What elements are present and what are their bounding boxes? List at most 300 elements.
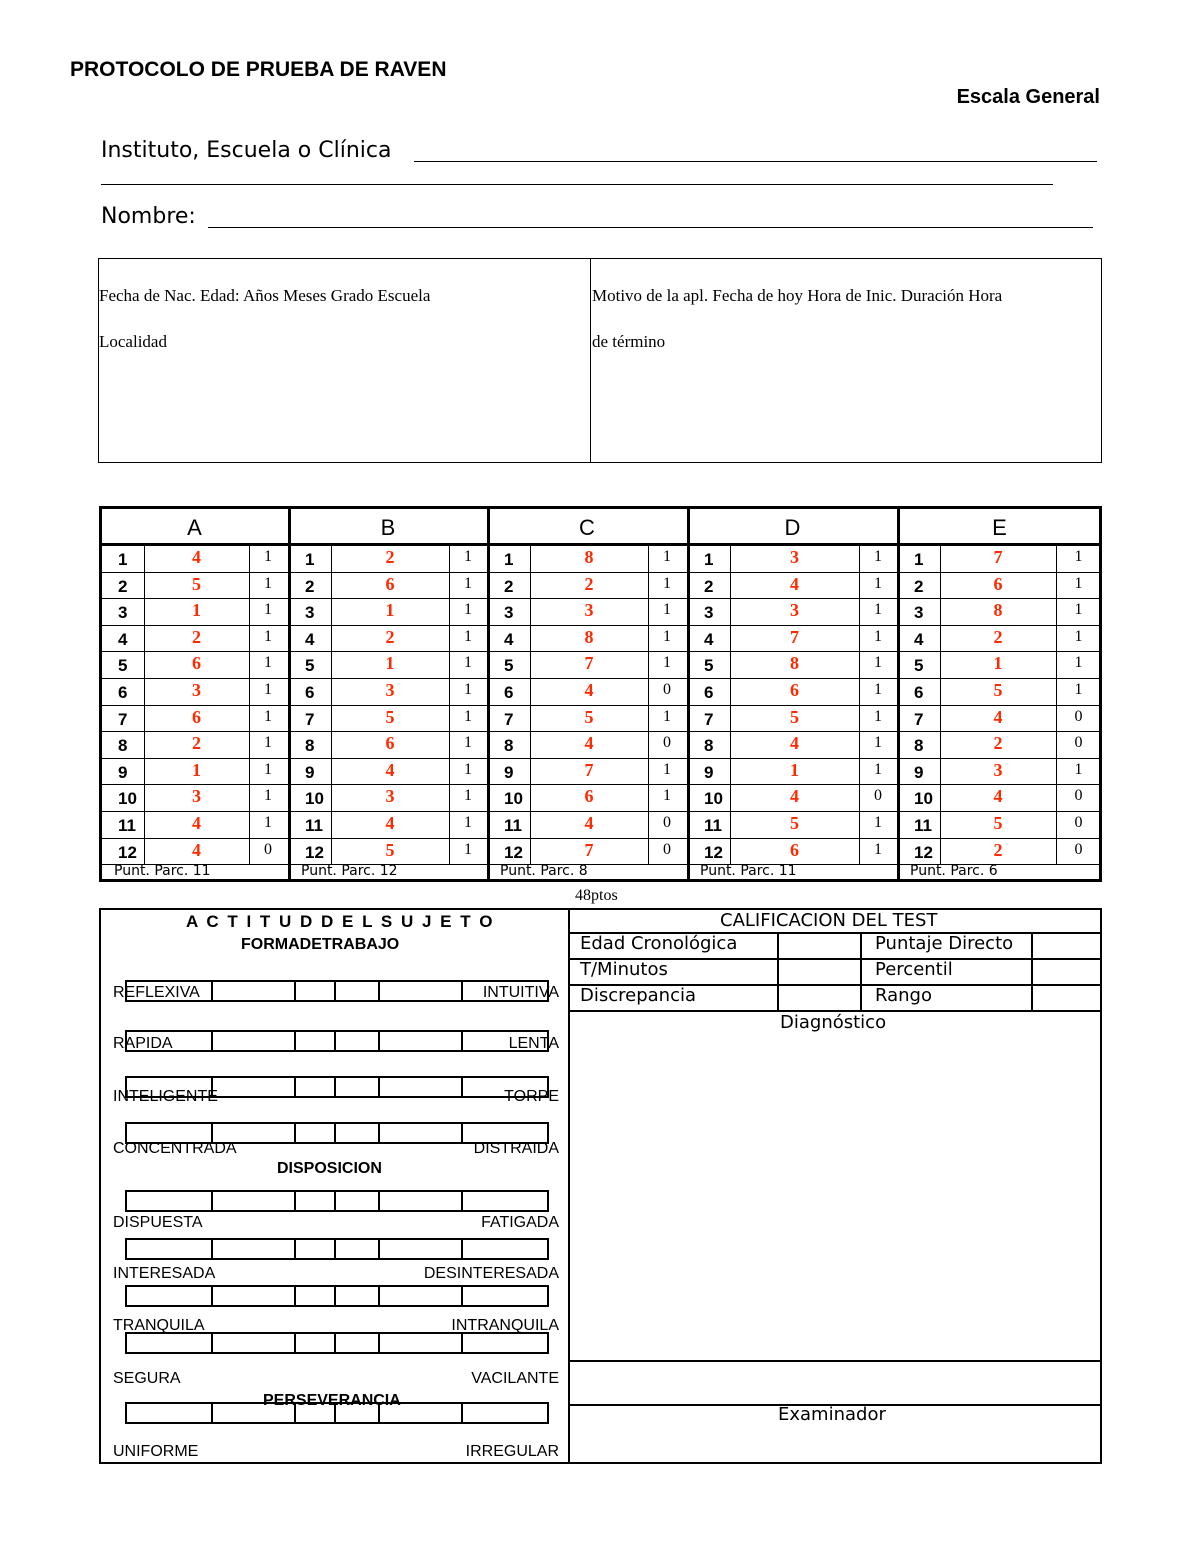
answer-cell[interactable]: 5 [385, 839, 395, 860]
item-number: 4 [305, 629, 315, 649]
answer-cell[interactable]: 4 [584, 813, 594, 833]
score-cell[interactable]: 1 [874, 707, 882, 725]
score-cell[interactable]: 0 [663, 840, 671, 858]
item-number: 9 [504, 762, 514, 782]
scale-divider [294, 982, 296, 1000]
info-divider [590, 259, 591, 462]
scale-divider [334, 1287, 336, 1305]
calc-label-range: Rango [875, 985, 932, 1006]
scale-divider [461, 1032, 463, 1050]
score-cell[interactable]: 0 [874, 787, 882, 805]
scale-divider [334, 1124, 336, 1142]
rating-scale-6[interactable] [125, 1285, 549, 1307]
score-cell[interactable]: 1 [874, 814, 882, 831]
item-number: 5 [305, 656, 315, 676]
score-cell[interactable]: 1 [464, 760, 472, 778]
info-box [98, 258, 1102, 463]
score-cell[interactable]: 1 [874, 627, 882, 645]
calificacion-title: CALIFICACION DEL TEST [720, 910, 938, 931]
item-number: 2 [704, 576, 714, 596]
score-cell[interactable]: 1 [874, 654, 882, 672]
score-cell[interactable]: 1 [264, 681, 272, 698]
trait-right-3: DISTRAIDA [473, 1140, 559, 1157]
row-line [102, 598, 1099, 599]
item-number: 12 [504, 842, 523, 862]
series-D-separator [687, 509, 690, 879]
info-right-line2: de término [592, 332, 666, 351]
scale-divider [334, 1078, 336, 1096]
row-line [102, 758, 1099, 759]
answer-cell[interactable]: 5 [192, 573, 201, 594]
item-number: 5 [118, 656, 128, 676]
score-cell[interactable]: 1 [1074, 760, 1083, 778]
calc-value-range[interactable] [1033, 984, 1103, 1010]
score-cell[interactable]: 1 [464, 840, 472, 858]
answer-cell[interactable]: 3 [385, 786, 395, 807]
item-number: 12 [704, 842, 723, 862]
answer-cell[interactable]: 7 [584, 839, 594, 860]
item-number: 2 [305, 576, 315, 596]
scale-divider [378, 1240, 380, 1258]
scale-divider [334, 982, 336, 1000]
answer-cell[interactable]: 8 [790, 653, 799, 674]
disposition-heading: DISPOSICION [277, 1160, 382, 1177]
trait-right-6: INTRANQUILA [451, 1317, 559, 1334]
item-number: 6 [704, 683, 714, 702]
score-cell[interactable]: 1 [874, 760, 882, 778]
answer-cell[interactable]: 7 [584, 759, 594, 780]
calc-label-discrepancy: Discrepancia [580, 985, 697, 1006]
row-line [102, 572, 1099, 573]
series-E-header: E [992, 515, 1007, 540]
series-E-partial-score: Punt. Parc. 6 [910, 863, 998, 879]
attitude-title: A C T I T U D D E L S U J E T O [186, 912, 495, 931]
item-number: 2 [504, 576, 514, 596]
item-number: 7 [118, 709, 128, 729]
item-number: 2 [118, 576, 128, 596]
scale-divider [294, 1124, 296, 1142]
answer-cell[interactable]: 7 [790, 626, 799, 647]
score-cell[interactable]: 1 [264, 574, 272, 592]
score-cell[interactable]: 1 [663, 548, 671, 565]
scale-divider [294, 1287, 296, 1305]
item-number: 12 [118, 842, 137, 862]
row-line [102, 651, 1099, 652]
item-number: 10 [305, 789, 324, 809]
item-number: 12 [305, 842, 324, 862]
calc-value-age[interactable] [779, 932, 862, 958]
item-number: 3 [704, 603, 714, 623]
item-number: 8 [704, 736, 714, 756]
bottom-section [99, 908, 1102, 1464]
score-cell[interactable]: 0 [1074, 734, 1083, 752]
row-line [102, 678, 1099, 679]
scale-divider [294, 1240, 296, 1258]
item-number: 6 [305, 683, 315, 702]
item-number: 10 [704, 789, 723, 809]
item-number: 3 [914, 603, 924, 623]
answer-cell[interactable]: 5 [790, 813, 799, 833]
scale-divider [378, 1124, 380, 1142]
scale-divider [294, 1334, 296, 1352]
answer-cell[interactable]: 6 [584, 786, 594, 807]
scale-divider [334, 1192, 336, 1210]
score-cell[interactable]: 0 [264, 840, 272, 858]
answer-cell[interactable]: 4 [385, 813, 395, 833]
score-cell[interactable]: 1 [1074, 654, 1083, 672]
score-cell[interactable]: 0 [1074, 707, 1083, 725]
scale-divider [334, 1334, 336, 1352]
answer-cell[interactable]: 4 [584, 733, 594, 754]
score-cell[interactable]: 1 [874, 734, 882, 752]
score-cell[interactable]: 0 [663, 814, 671, 831]
answer-cell[interactable]: 6 [790, 839, 799, 860]
answer-cell[interactable]: 3 [993, 759, 1003, 780]
scale-divider [461, 1404, 463, 1422]
item-number: 8 [504, 736, 514, 756]
score-cell[interactable]: 1 [464, 734, 472, 752]
answer-cell[interactable]: 5 [993, 813, 1003, 833]
trait-right-5: DESINTERESADA [423, 1265, 559, 1282]
answer-cell[interactable]: 2 [385, 547, 395, 567]
score-cell[interactable]: 1 [663, 601, 671, 619]
score-cell[interactable]: 0 [1074, 814, 1083, 831]
score-cell[interactable]: 1 [874, 681, 882, 698]
trait-left-0: REFLEXIVA [113, 984, 200, 1001]
item-number: 7 [914, 709, 924, 729]
row-line [102, 784, 1099, 785]
scale-divider [378, 1032, 380, 1050]
trait-right-0: INTUITIVA [482, 984, 559, 1001]
score-cell[interactable]: 1 [663, 574, 671, 592]
answer-cell[interactable]: 8 [584, 547, 594, 567]
row-line [102, 705, 1099, 706]
item-number: 1 [118, 550, 128, 569]
score-cell[interactable]: 1 [264, 707, 272, 725]
answer-cell[interactable]: 4 [993, 706, 1003, 727]
answer-cell[interactable]: 1 [385, 653, 395, 674]
answer-cell[interactable]: 6 [385, 733, 395, 754]
score-cell[interactable]: 0 [663, 734, 671, 752]
item-number: 11 [118, 816, 136, 835]
item-number: 11 [914, 816, 932, 835]
scale-divider [461, 1192, 463, 1210]
examiner-label: Examinador [778, 1404, 886, 1425]
score-cell[interactable]: 1 [1074, 601, 1083, 619]
rating-scale-7[interactable] [125, 1332, 549, 1354]
item-number: 4 [504, 629, 514, 649]
answer-cell[interactable]: 1 [385, 600, 395, 621]
rating-scale-1[interactable] [125, 1030, 549, 1052]
item-number: 6 [914, 683, 924, 702]
answer-cell[interactable]: 5 [584, 706, 594, 727]
answer-cell[interactable]: 8 [993, 600, 1003, 621]
answer-cell[interactable]: 4 [192, 547, 201, 567]
scale-divider [461, 1240, 463, 1258]
trait-left-3: CONCENTRADA [113, 1140, 237, 1157]
item-number: 1 [704, 550, 714, 569]
signature-line-top [570, 1360, 1100, 1362]
trait-left-7: SEGURA [113, 1370, 181, 1387]
header-separator [102, 543, 1099, 546]
item-number: 3 [504, 603, 514, 623]
scale-divider [211, 1192, 213, 1210]
answer-cell[interactable]: 4 [790, 573, 799, 594]
answer-cell[interactable]: 4 [584, 680, 594, 700]
series-C-partial-score: Punt. Parc. 8 [500, 863, 588, 879]
series-B-header: B [380, 515, 396, 540]
answer-grid [99, 506, 1102, 882]
item-number: 4 [118, 629, 128, 649]
score-cell[interactable]: 1 [663, 707, 671, 725]
name-input-line[interactable] [208, 227, 1093, 228]
answer-cell[interactable]: 4 [192, 839, 201, 860]
score-cell[interactable]: 1 [464, 787, 472, 805]
score-cell[interactable]: 1 [1074, 574, 1083, 592]
item-number: 7 [305, 709, 315, 729]
item-number: 9 [305, 762, 315, 782]
score-cell[interactable]: 1 [874, 548, 882, 565]
answer-cell[interactable]: 2 [385, 626, 395, 647]
item-number: 3 [118, 603, 128, 623]
score-cell[interactable]: 1 [874, 601, 882, 619]
work-form-heading: FORMADETRABAJO [241, 936, 400, 953]
item-number: 10 [914, 789, 933, 809]
item-number: 2 [914, 576, 924, 596]
answer-cell[interactable]: 2 [993, 626, 1003, 647]
scale-divider [461, 1078, 463, 1096]
item-number: 12 [914, 842, 933, 862]
series-C-separator [487, 509, 490, 879]
answer-cell[interactable]: 7 [584, 653, 594, 674]
calc-label-percentile: Percentil [875, 959, 953, 980]
score-cell[interactable]: 1 [464, 601, 472, 619]
item-number: 9 [914, 762, 924, 782]
answer-cell[interactable]: 2 [993, 839, 1003, 860]
score-cell[interactable]: 1 [264, 654, 272, 672]
trait-left-5: INTERESADA [113, 1265, 216, 1282]
item-number: 8 [914, 736, 924, 756]
item-number: 9 [118, 762, 128, 782]
scale-divider [378, 1287, 380, 1305]
item-number: 11 [504, 816, 522, 835]
row-line [102, 864, 1099, 865]
score-cell[interactable]: 1 [464, 627, 472, 645]
answer-cell[interactable]: 3 [385, 680, 395, 700]
scale-divider [378, 1334, 380, 1352]
answer-cell[interactable]: 3 [790, 547, 799, 567]
scale-divider [461, 1287, 463, 1305]
trait-right-8: IRREGULAR [465, 1443, 559, 1460]
score-cell[interactable]: 1 [464, 574, 472, 592]
answer-cell[interactable]: 4 [790, 733, 799, 754]
item-number: 9 [704, 762, 714, 782]
series-A-partial-score: Punt. Parc. 11 [114, 863, 211, 879]
score-cell[interactable]: 1 [663, 760, 671, 778]
info-left-line2: Localidad [99, 332, 167, 351]
scale-divider [334, 1404, 336, 1422]
rating-scale-4[interactable] [125, 1190, 549, 1212]
score-cell[interactable]: 1 [464, 707, 472, 725]
score-cell[interactable]: 1 [663, 627, 671, 645]
answer-cell[interactable]: 2 [993, 733, 1003, 754]
answer-cell[interactable]: 1 [993, 653, 1003, 674]
score-cell[interactable]: 1 [264, 760, 272, 778]
answer-cell[interactable]: 6 [192, 653, 201, 674]
score-cell[interactable]: 0 [663, 681, 671, 698]
score-cell[interactable]: 1 [1074, 681, 1083, 698]
answer-cell[interactable]: 4 [385, 759, 395, 780]
total-score: 48ptos [575, 887, 618, 904]
item-number: 4 [704, 629, 714, 649]
item-number: 4 [914, 629, 924, 649]
scale-divider [461, 982, 463, 1000]
institute-input-line-2[interactable] [101, 184, 1053, 185]
scale-divider [294, 1032, 296, 1050]
diagnosis-area[interactable] [570, 1036, 1102, 1358]
answer-cell[interactable]: 2 [584, 573, 594, 594]
scale-divider [211, 1032, 213, 1050]
item-number: 1 [504, 550, 514, 569]
calc-value-discrepancy[interactable] [779, 984, 862, 1010]
answer-cell[interactable]: 1 [192, 600, 201, 621]
score-cell[interactable]: 1 [874, 840, 882, 858]
institute-input-line[interactable] [414, 161, 1097, 162]
trait-right-7: VACILANTE [471, 1370, 559, 1387]
item-number: 1 [914, 550, 924, 569]
answer-cell[interactable]: 3 [192, 786, 201, 807]
item-number: 11 [704, 816, 722, 835]
answer-cell[interactable]: 3 [192, 680, 201, 700]
item-number: 7 [704, 709, 714, 729]
item-number: 8 [305, 736, 315, 756]
item-number: 10 [118, 789, 137, 809]
calc-label-age: Edad Cronológica [580, 933, 738, 954]
item-number: 3 [305, 603, 315, 623]
trait-right-1: LENTA [508, 1035, 559, 1052]
series-A-header: A [187, 515, 202, 540]
scale-label: Escala General [956, 86, 1100, 108]
trait-left-8: UNIFORME [113, 1443, 199, 1460]
scale-divider [378, 1404, 380, 1422]
calc-label-direct: Puntaje Directo [875, 933, 1014, 954]
scale-divider [378, 1192, 380, 1210]
rating-scale-8[interactable] [125, 1402, 549, 1424]
score-cell[interactable]: 1 [264, 734, 272, 752]
item-number: 6 [118, 683, 128, 702]
score-cell[interactable]: 1 [264, 787, 272, 805]
score-cell[interactable]: 0 [1074, 840, 1083, 858]
item-number: 5 [914, 656, 924, 676]
diagnosis-label: Diagnóstico [780, 1012, 887, 1033]
item-number: 8 [118, 736, 128, 756]
institute-label: Instituto, Escuela o Clínica [101, 138, 392, 163]
series-D-partial-score: Punt. Parc. 11 [700, 863, 797, 879]
series-B-partial-score: Punt. Parc. 12 [301, 863, 398, 879]
scale-divider [378, 982, 380, 1000]
item-number: 5 [504, 656, 514, 676]
item-number: 7 [504, 709, 514, 729]
scale-divider [211, 1334, 213, 1352]
score-cell[interactable]: 1 [464, 654, 472, 672]
answer-cell[interactable]: 2 [192, 626, 201, 647]
score-cell[interactable]: 1 [1074, 548, 1083, 565]
scale-divider [294, 1078, 296, 1096]
trait-left-6: TRANQUILA [113, 1317, 205, 1334]
score-cell[interactable]: 1 [264, 814, 272, 831]
row-line [102, 731, 1099, 732]
answer-cell[interactable]: 5 [993, 680, 1003, 700]
answer-cell[interactable]: 5 [790, 706, 799, 727]
score-cell[interactable]: 1 [663, 654, 671, 672]
calc-value-time[interactable] [779, 958, 862, 984]
info-right-line1: Motivo de la apl. Fecha de hoy Hora de Inic. Duración Hora [592, 286, 1003, 305]
score-cell[interactable]: 1 [464, 548, 472, 565]
info-left-line1: Fecha de Nac. Edad: Años Meses Grado Escuela [99, 286, 431, 305]
series-C-header: C [579, 515, 595, 540]
answer-cell[interactable]: 6 [385, 573, 395, 594]
calc-label-time: T/Minutos [580, 959, 668, 980]
item-number: 5 [704, 656, 714, 676]
answer-cell[interactable]: 4 [993, 786, 1003, 807]
score-cell[interactable]: 1 [663, 787, 671, 805]
scale-divider [294, 1404, 296, 1422]
answer-cell[interactable]: 4 [192, 813, 201, 833]
name-label: Nombre: [101, 204, 196, 229]
scale-divider [334, 1240, 336, 1258]
trait-left-2: INTELIGENTE [113, 1088, 218, 1105]
answer-cell[interactable]: 3 [584, 600, 594, 621]
answer-cell[interactable]: 5 [385, 706, 395, 727]
score-cell[interactable]: 1 [264, 601, 272, 619]
scale-divider [294, 1192, 296, 1210]
perseverance-heading: PERSEVERANCIA [263, 1392, 401, 1409]
answer-cell[interactable]: 1 [192, 759, 201, 780]
score-cell[interactable]: 1 [874, 574, 882, 592]
series-B-separator [288, 509, 291, 879]
score-cell[interactable]: 1 [1074, 627, 1083, 645]
score-cell[interactable]: 1 [264, 548, 272, 565]
answer-cell[interactable]: 7 [993, 547, 1003, 567]
calc-value-direct[interactable] [1033, 932, 1103, 958]
answer-cell[interactable]: 2 [192, 733, 201, 754]
row-line [102, 811, 1099, 812]
answer-cell[interactable]: 3 [790, 600, 799, 621]
scale-divider [211, 1287, 213, 1305]
rating-scale-5[interactable] [125, 1238, 549, 1260]
answer-cell[interactable]: 6 [192, 706, 201, 727]
answer-cell[interactable]: 6 [790, 680, 799, 700]
answer-cell[interactable]: 1 [790, 759, 799, 780]
answer-cell[interactable]: 8 [584, 626, 594, 647]
score-cell[interactable]: 1 [464, 814, 472, 831]
series-D-header: D [784, 515, 801, 540]
answer-cell[interactable]: 6 [993, 573, 1003, 594]
scale-divider [461, 1334, 463, 1352]
score-cell[interactable]: 1 [464, 681, 472, 698]
score-cell[interactable]: 1 [264, 627, 272, 645]
scale-divider [334, 1032, 336, 1050]
scale-divider [211, 1404, 213, 1422]
scale-divider [211, 1240, 213, 1258]
calc-value-percentile[interactable] [1033, 958, 1103, 984]
score-cell[interactable]: 0 [1074, 787, 1083, 805]
answer-cell[interactable]: 4 [790, 786, 799, 807]
item-number: 1 [305, 550, 315, 569]
series-E-separator [897, 509, 900, 879]
row-line [102, 838, 1099, 839]
scale-divider [461, 1124, 463, 1142]
